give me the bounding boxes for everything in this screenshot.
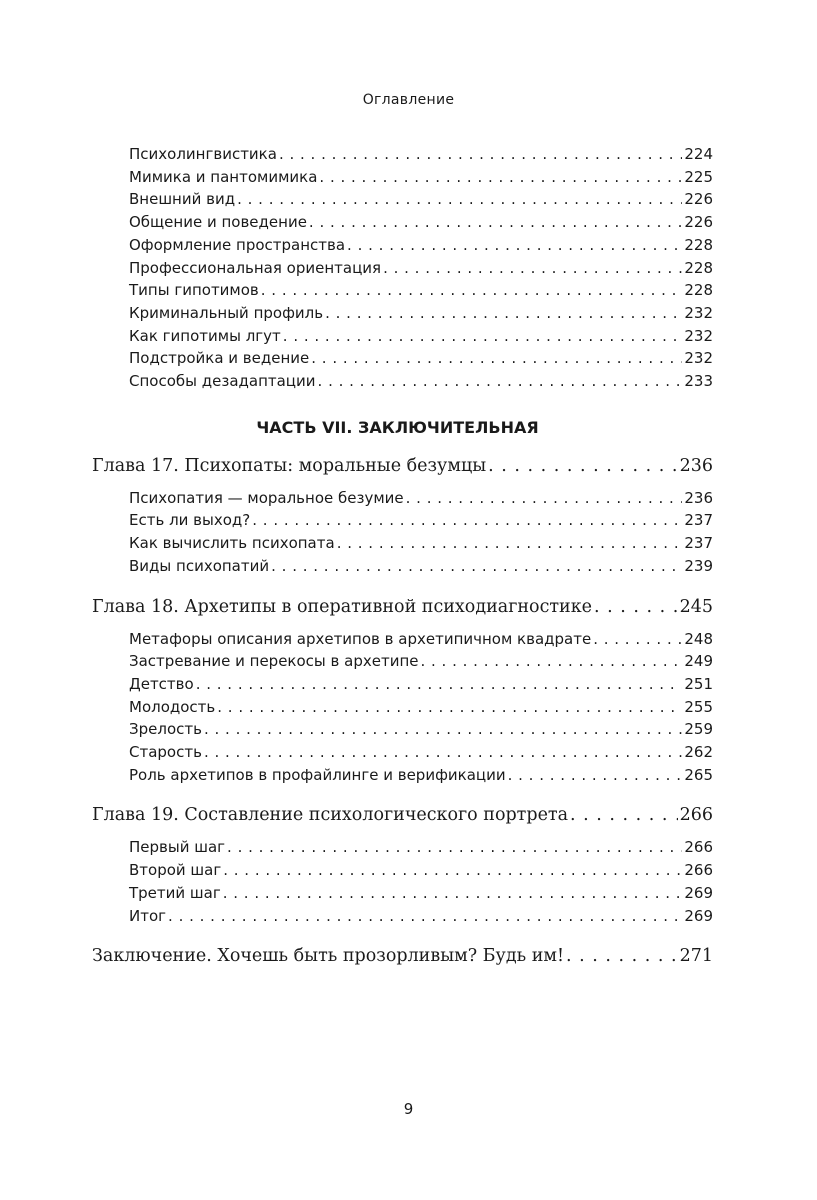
toc-entry-title: Третий шаг — [129, 883, 221, 902]
dot-leader — [252, 509, 682, 532]
table-of-contents — [92, 143, 713, 969]
toc-entry-title: Оформление пространства — [129, 235, 346, 254]
dot-leader — [223, 859, 682, 882]
toc-entry-page: 228 — [684, 281, 713, 300]
dot-leader — [311, 347, 682, 370]
toc-entry-title: Есть ли выход? — [129, 511, 251, 530]
dot-leader — [318, 370, 683, 393]
toc-section-entry[interactable] — [92, 673, 713, 696]
toc-section-entry[interactable] — [92, 764, 713, 787]
dot-leader — [319, 166, 682, 189]
toc-entry-title: Итог — [129, 906, 167, 925]
toc-chapter-entry[interactable] — [92, 453, 713, 479]
dot-leader — [223, 882, 683, 905]
toc-entry-page: 237 — [684, 534, 713, 553]
dot-leader — [420, 650, 682, 673]
toc-section-entry[interactable] — [92, 696, 713, 719]
dot-leader — [337, 532, 683, 555]
dot-leader — [168, 905, 682, 928]
toc-entry-page: 226 — [684, 190, 713, 209]
toc-entry-page: 249 — [684, 652, 713, 671]
toc-entry-page: 266 — [684, 861, 713, 880]
toc-entry-page: 237 — [684, 511, 713, 530]
toc-entry-title: Метафоры описания архетипов в архетипичном квадрате — [129, 629, 592, 648]
dot-leader — [309, 211, 682, 234]
toc-section-entry[interactable] — [92, 836, 713, 859]
toc-chapter-title: Глава 17. Психопаты: моральные безумцы — [92, 455, 487, 476]
dot-leader — [227, 836, 682, 859]
toc-section-entry[interactable] — [92, 555, 713, 578]
toc-section-entry[interactable] — [92, 188, 713, 211]
toc-section-entry[interactable] — [92, 532, 713, 555]
dot-leader — [279, 143, 682, 166]
toc-section-entry[interactable] — [92, 650, 713, 673]
toc-section-entry[interactable] — [92, 325, 713, 348]
toc-entry-page: 228 — [684, 258, 713, 277]
dot-leader — [237, 188, 682, 211]
part-heading: ЧАСТЬ VII. ЗАКЛЮЧИТЕЛЬНАЯ — [256, 417, 539, 437]
toc-entry-title: Молодость — [129, 697, 216, 716]
running-head: Оглавление — [362, 92, 455, 108]
toc-chapter-page: 266 — [679, 805, 713, 826]
dot-leader — [570, 802, 678, 828]
toc-entry-page: 226 — [684, 213, 713, 232]
toc-entry-title: Зрелость — [129, 720, 202, 739]
dot-leader — [593, 628, 682, 651]
toc-entry-page: 269 — [684, 906, 713, 925]
toc-entry-page: 236 — [684, 488, 713, 507]
toc-section-entry[interactable] — [92, 279, 713, 302]
toc-entry-title: Старость — [129, 743, 202, 762]
dot-leader — [488, 453, 677, 479]
toc-entry-title: Роль архетипов в профайлинге и верификации — [129, 765, 506, 784]
toc-entry-title: Виды психопатий — [129, 556, 270, 575]
toc-entry-page: 232 — [684, 326, 713, 345]
dot-leader — [594, 594, 678, 620]
toc-entry-page: 224 — [684, 145, 713, 163]
dot-leader — [283, 325, 683, 348]
toc-entry-page: 266 — [684, 838, 713, 857]
toc-section-entry[interactable] — [92, 302, 713, 325]
toc-section-entry[interactable] — [92, 859, 713, 882]
toc-entry-page: 265 — [684, 765, 713, 784]
toc-chapter-title: Заключение. Хочешь быть прозорливым? Будь им! — [92, 946, 565, 967]
toc-entry-title: Застревание и перекосы в архетипе — [129, 652, 419, 671]
toc-entry-title: Как гипотимы лгут — [129, 326, 281, 345]
toc-entry-title: Внешний вид — [129, 190, 236, 209]
toc-entry-title: Психопатия — моральное безумие — [129, 488, 404, 507]
toc-chapter-entry[interactable] — [92, 802, 713, 828]
toc-entry-page: 232 — [684, 349, 713, 368]
toc-entry-page: 255 — [684, 697, 713, 716]
dot-leader — [204, 718, 682, 741]
toc-section-entry[interactable] — [92, 257, 713, 280]
dot-leader — [196, 673, 683, 696]
dot-leader — [347, 234, 682, 257]
toc-chapter-title: Глава 19. Составление психологического портрета — [92, 805, 569, 826]
toc-section-entry[interactable] — [92, 347, 713, 370]
toc-chapter-page: 236 — [679, 455, 713, 476]
toc-entry-page: 239 — [684, 556, 713, 575]
toc-section-entry[interactable] — [92, 628, 713, 651]
dot-leader — [271, 555, 682, 578]
toc-section-entry[interactable] — [92, 166, 713, 189]
dot-leader — [261, 279, 683, 302]
toc-entry-title: Способы дезадаптации — [129, 372, 316, 391]
toc-entry-page: 251 — [684, 674, 713, 693]
toc-entry-page: 225 — [684, 167, 713, 186]
dot-leader — [383, 257, 682, 280]
toc-entry-page: 232 — [684, 303, 713, 322]
dot-leader — [566, 943, 678, 969]
toc-entry-page: 269 — [684, 883, 713, 902]
dot-leader — [204, 741, 682, 764]
toc-conclusion-entry[interactable] — [92, 943, 713, 969]
toc-entry-title: Профессиональная ориентация — [129, 258, 382, 277]
dot-leader — [508, 764, 683, 787]
toc-section-entry[interactable] — [92, 882, 713, 905]
toc-entry-page: 233 — [684, 372, 713, 391]
toc-entry-page: 248 — [684, 629, 713, 648]
toc-section-entry[interactable] — [92, 741, 713, 764]
toc-chapter-page: 245 — [679, 596, 713, 617]
toc-section-entry[interactable] — [92, 211, 713, 234]
toc-section-entry[interactable] — [92, 509, 713, 532]
toc-entry-page: 228 — [684, 235, 713, 254]
toc-entry-title: Психолингвистика — [129, 145, 277, 163]
toc-section-entry[interactable] — [92, 718, 713, 741]
toc-section-entry[interactable] — [92, 143, 713, 166]
toc-entry-page: 262 — [684, 743, 713, 762]
toc-section-entry[interactable] — [92, 487, 713, 510]
toc-entry-page: 259 — [684, 720, 713, 739]
toc-section-entry[interactable] — [92, 370, 713, 393]
toc-entry-title: Типы гипотимов — [129, 281, 259, 300]
page-number: 9 — [403, 1100, 414, 1118]
toc-chapter-title: Глава 18. Архетипы в оперативной психодиагностике — [92, 596, 593, 617]
toc-section-entry[interactable] — [92, 234, 713, 257]
toc-section-entry[interactable] — [92, 905, 713, 928]
toc-entry-title: Второй шаг — [129, 861, 222, 880]
dot-leader — [406, 487, 683, 510]
toc-chapter-entry[interactable] — [92, 594, 713, 620]
toc-entry-title: Детство — [129, 674, 194, 693]
toc-entry-title: Общение и поведение — [129, 213, 307, 232]
toc-entry-title: Криминальный профиль — [129, 303, 324, 322]
toc-chapter-page: 271 — [679, 946, 713, 967]
dot-leader — [325, 302, 682, 325]
toc-entry-title: Как вычислить психопата — [129, 534, 335, 553]
toc-entry-title: Мимика и пантомимика — [129, 167, 318, 186]
toc-entry-title: Подстройка и ведение — [129, 349, 310, 368]
toc-entry-title: Первый шаг — [129, 838, 226, 857]
dot-leader — [217, 696, 682, 719]
